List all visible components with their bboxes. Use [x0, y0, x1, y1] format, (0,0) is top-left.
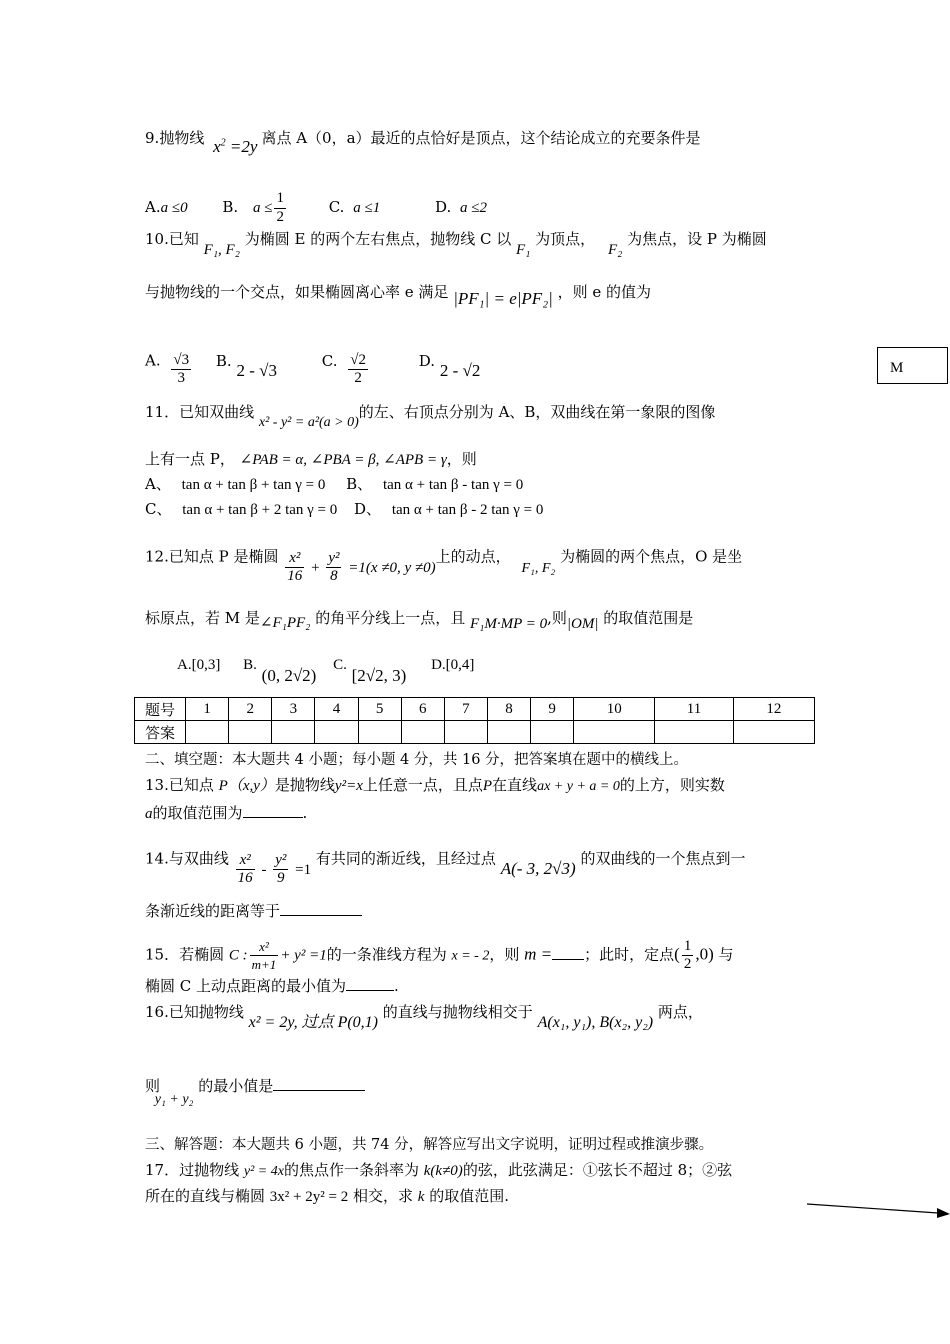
q12-option-b: B. [243, 657, 257, 673]
q11-stem-line1: 11．已知双曲线 x² - y² = a²(a > 0)的左、右顶点分别为 A、B，双曲线在第一象限的图像 [145, 403, 716, 430]
answer-cell[interactable] [574, 721, 655, 744]
q13-stem-line2: a的取值范围为 . [145, 804, 308, 822]
table-cell-number: 4 [315, 698, 358, 721]
table-cell-number: 2 [229, 698, 272, 721]
table-header-answer: 答案 [135, 721, 186, 744]
answer-cell[interactable] [655, 721, 733, 744]
answer-cell[interactable] [186, 721, 229, 744]
section-2-header: 二、填空题：本大题共 4 小题；每小题 4 分，共 16 分，把答案填在题中的横线上。 [145, 752, 689, 768]
answer-cell[interactable] [733, 721, 814, 744]
q12-stem-line2: 标原点，若 M 是∠F₁PF₂ 的角平分线上一点，且 F₁M·MP = 0,则|OM| 的取值范围是 [145, 609, 694, 632]
table-header-question-number: 题号 [135, 698, 186, 721]
q11-stem-line2: 上有一点 P， ∠PAB = α, ∠PBA = β, ∠APB = γ，则 [145, 450, 477, 468]
section-3-header: 三、解答题：本大题共 6 小题，共 74 分，解答应写出文字说明，证明过程或推演步骤。 [145, 1137, 714, 1153]
q14-stem-line1: 14.与双曲线 $\frac{\text{x²}}{16}$ - $\frac{\text{y²}}{9}$ =1 有共同的渐近线，且经过点 A(- 3, 2√3) 的双曲线的一个焦点到一 [145, 849, 746, 886]
q16-number: 16. [145, 1003, 169, 1021]
answer-cell[interactable] [444, 721, 487, 744]
q13-number: 13. [145, 776, 169, 794]
q9-options: A.a ≤0 B. a ≤ $\frac{1}{2}$ C. a ≤1 D. a ≤2 [145, 190, 488, 225]
q15-m-answer-blank[interactable] [552, 945, 584, 960]
q16-stem-line1: 16.已知抛物线 x² = 2y, 过点 P(0,1) 的直线与抛物线相交于 A(x₁, y₁), B(x₂, y₂) 两点， [145, 1003, 703, 1031]
q17-stem-line2: 所在的直线与椭圆 3x² + 2y² = 2 相交，求 k 的取值范围. [145, 1187, 510, 1205]
q10-stem-line2: 与抛物线的一个交点，如果椭圆离心率 e 满足 |PF₁| = e|PF₂| ，则 e 的值为 [145, 283, 651, 308]
q12-option-a: A.[0,3] [177, 657, 221, 673]
answer-cell[interactable] [531, 721, 574, 744]
q15-stem-line2: 椭圆 C 上动点距离的最小值为 . [145, 977, 399, 995]
q11-option-d: D、 [354, 500, 382, 518]
q10-number: 10. [145, 230, 169, 248]
answer-cell[interactable] [401, 721, 444, 744]
q15-number: 15． [145, 945, 180, 964]
answer-cell[interactable] [315, 721, 358, 744]
table-row-question-numbers [135, 698, 815, 721]
q13-answer-blank[interactable] [243, 803, 303, 818]
table-cell-number: 7 [444, 698, 487, 721]
table-row-answers [135, 721, 815, 744]
q9-option-d: D. [434, 198, 452, 216]
q10-stem-line1: 10.已知 F₁, F₂ 为椭圆 E 的两个左右焦点，抛物线 C 以 F₁ 为顶点， F₂ 为焦点，设 P 为椭圆 [145, 230, 767, 258]
q12-option-c: C. [333, 657, 347, 673]
q16-answer-blank[interactable] [273, 1076, 365, 1091]
q11-options-row2: C、 tan α + tan β + 2 tan γ = 0 D、 tan α + tan β - 2 tan γ = 0 [145, 500, 544, 518]
q14-number: 14. [145, 849, 169, 868]
q9-stem: 9.抛物线 $x^2 =2y$ 离点 A（0，a）最近的点恰好是顶点，这个结论成立的充要条件是 [145, 129, 701, 156]
answer-table [134, 697, 815, 744]
q9-option-b-fraction: $\frac{1}{2}$ [276, 190, 284, 225]
table-cell-number: 6 [401, 698, 444, 721]
table-cell-number: 10 [574, 698, 655, 721]
q11-option-b: B、 [346, 475, 373, 493]
q10-option-a: A. [145, 351, 161, 370]
q16-stem-line2: 则 y₁ + y₂ 的最小值是 [145, 1076, 365, 1098]
right-arrow-icon [805, 1198, 950, 1224]
q9-option-a: A. [145, 198, 161, 216]
q9-option-c: C. [328, 198, 345, 216]
q12-options: A.[0,3] B. (0, 2√2) C. [2√2, 3) D.[0,4] [177, 657, 475, 685]
q12-option-d: D.[0,4] [431, 657, 475, 673]
table-cell-number: 5 [358, 698, 401, 721]
q15-stem-line1: 15．若椭圆 C : $\frac{\text{x²}}{m+1}$ + y² =1的一条准线方程为 x = - 2，则 m = ；此时，定点( $\frac{1}{2}$ ,0) 与 [145, 938, 734, 972]
q17-number: 17． [145, 1161, 180, 1179]
q11-number: 11． [145, 403, 180, 421]
q11-option-c: C、 [145, 500, 172, 518]
table-cell-number: 1 [186, 698, 229, 721]
q13-stem-line1: 13.已知点 P（x,y）是抛物线y²=x上任意一点，且点P在直线ax + y + a = 0的上方，则实数 [145, 776, 725, 794]
answer-cell[interactable] [487, 721, 530, 744]
q9-option-b: B. [222, 198, 239, 216]
q11-options-row1: A、 tan α + tan β + tan γ = 0 B、 tan α + tan β - tan γ = 0 [145, 475, 524, 493]
q14-stem-line2: 条渐近线的距离等于 [145, 901, 362, 921]
q10-option-b: B. [215, 351, 232, 370]
table-cell-number: 9 [531, 698, 574, 721]
q17-stem-line1: 17．过抛物线 y² = 4x的焦点作一条斜率为 k(k≠0)的弦，此弦满足：①弦长不超过 8；②弦 [145, 1161, 733, 1179]
q11-option-a: A、 [145, 475, 171, 493]
q12-number: 12. [145, 547, 169, 566]
q11-hyperbola-equation: x² - y² = a²(a > 0) [258, 415, 359, 430]
q9-equation: $x^2 =2y$ [213, 137, 258, 156]
q10-option-d: D. [418, 351, 436, 370]
table-cell-number: 11 [655, 698, 733, 721]
q12-stem-line1: 12.已知点 P 是椭圆 $\frac{\text{x²}}{16}$ + $\frac{\text{y²}}{8}$ =1(x ≠0, y ≠0)上的动点， F₁, F₂ 为椭圆的两个焦点，O 是坐 [145, 547, 743, 584]
q10-option-c: C. [321, 351, 338, 370]
q10-eccentricity-condition: |PF₁| = e|PF₂| [453, 289, 553, 308]
q9-number: 9. [145, 129, 160, 147]
answer-cell[interactable] [272, 721, 315, 744]
answer-cell[interactable] [229, 721, 272, 744]
table-cell-number: 3 [272, 698, 315, 721]
q15-distance-answer-blank[interactable] [346, 976, 394, 991]
table-cell-number: 12 [733, 698, 814, 721]
answer-cell[interactable] [358, 721, 401, 744]
table-cell-number: 8 [487, 698, 530, 721]
q14-answer-blank[interactable] [280, 901, 362, 916]
q10-options: A. $\frac{√3}{3}$ B. 2 - √3 C. $\frac{√2}{2}$ D. 2 - √2 [145, 351, 481, 386]
margin-box-m: M [877, 347, 948, 384]
